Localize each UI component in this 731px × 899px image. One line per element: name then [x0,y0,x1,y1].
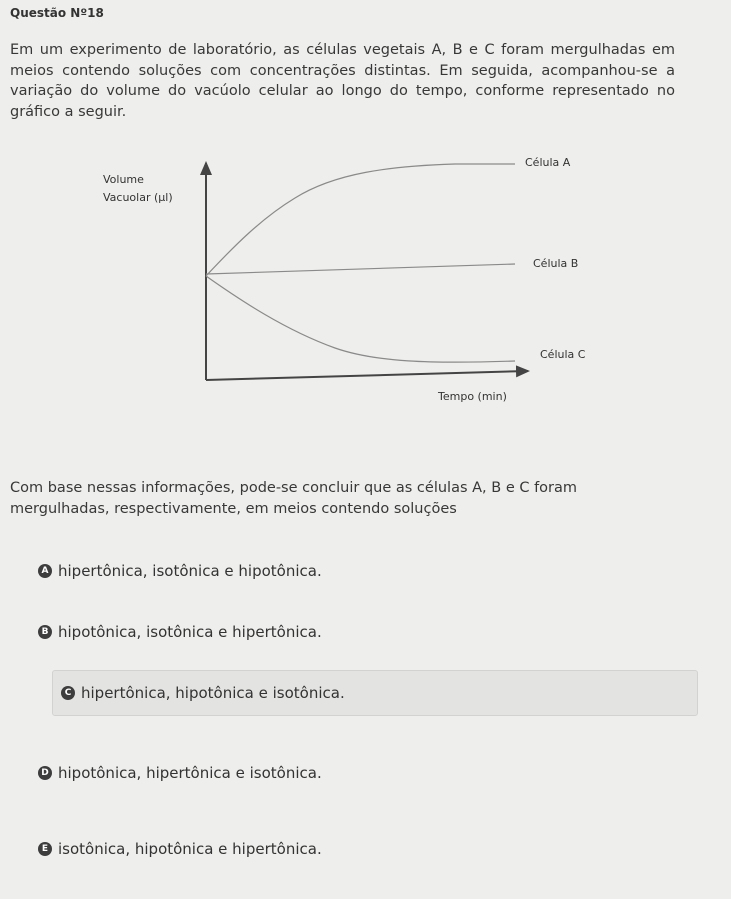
x-axis-label: Tempo (min) [438,390,507,403]
option-c-text: hipertônica, hipotônica e isotônica. [81,684,345,702]
option-d-letter: D [38,766,52,780]
curve-celula-a [206,164,515,276]
option-d-text: hipotônica, hipertônica e isotônica. [58,764,322,782]
option-b-letter: B [38,625,52,639]
option-c-letter: C [61,686,75,700]
option-b[interactable] [30,609,680,655]
curve-celula-b [206,264,515,274]
question-statement: Em um experimento de laboratório, as células vegetais A, B e C foram mergulhadas em meios contendo soluções com concentrações distintas. Em seguida, acompanhou-se a variação do volume do vacúolo celular ao longo do tempo, conforme representado no gráfico a seguir. [10,42,675,120]
x-axis [206,371,528,380]
option-a[interactable] [30,548,680,594]
series-label-celula-c: Célula C [540,348,586,361]
option-e-text: isotônica, hipotônica e hipertônica. [58,840,322,858]
vacuole-volume-chart [0,0,731,420]
question-number: Questão Nº18 [10,6,104,20]
option-a-text: hipertônica, isotônica e hipotônica. [58,562,322,580]
y-axis-label-line2: Vacuolar (µl) [103,191,173,204]
series-label-celula-a: Célula A [525,156,571,169]
series-label-celula-b: Célula B [533,257,579,270]
conclusion-text: Com base nessas informações, pode-se concluir que as células A, B e C foram mergulhadas, respectivamente, em meios contendo soluções [10,480,578,517]
option-a-letter: A [38,564,52,578]
option-b-text: hipotônica, isotônica e hipertônica. [58,623,322,641]
option-e[interactable] [30,826,680,872]
option-e-letter: E [38,842,52,856]
option-c[interactable] [52,670,698,716]
option-d[interactable] [30,750,680,796]
curve-celula-c [206,276,515,362]
y-axis-label-line1: Volume [103,173,144,186]
